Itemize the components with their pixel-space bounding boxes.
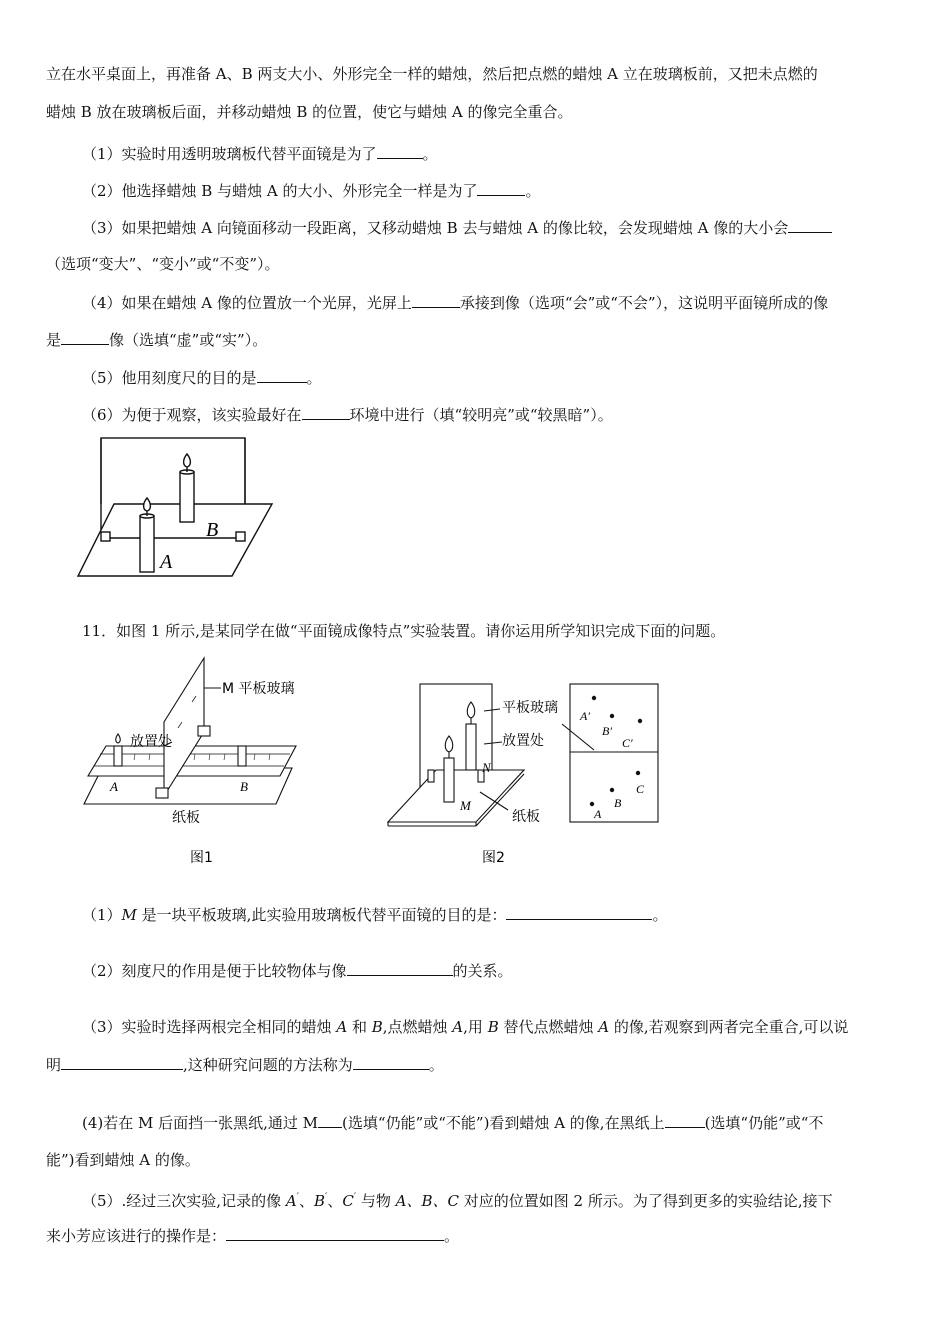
q10-item-2 bbox=[82, 180, 541, 201]
answer-blank[interactable] bbox=[665, 1112, 705, 1128]
q11-item-3-replace: 替代点燃蜡烛 bbox=[498, 1018, 599, 1036]
fig2-label-c: C bbox=[636, 782, 645, 796]
flame-icon bbox=[116, 734, 121, 743]
var-b: B bbox=[371, 1018, 383, 1036]
answer-blank[interactable] bbox=[318, 1112, 342, 1128]
fig2-diagram bbox=[384, 676, 664, 870]
q11-item-1-num: （1） bbox=[82, 906, 122, 924]
var-a: A bbox=[452, 1018, 464, 1036]
q11-item-4-tail: (选填“仍能”或“不 bbox=[704, 1114, 824, 1132]
q11-item-1 bbox=[82, 904, 667, 925]
q10-item-6-text: （6）为便于观察，该实验最好在 bbox=[82, 406, 302, 424]
fig2-label-c-prime: C′ bbox=[622, 736, 633, 750]
q11-item-2-end: 的关系。 bbox=[452, 962, 513, 980]
q10-item-5-text: （5）他用刻度尺的目的是 bbox=[82, 369, 257, 387]
q10-item-5 bbox=[82, 367, 322, 388]
q10-item-1-end: 。 bbox=[422, 145, 438, 163]
var-b: B bbox=[314, 1192, 326, 1210]
point-c-prime bbox=[638, 719, 642, 723]
answer-blank[interactable] bbox=[257, 367, 307, 383]
var-a: A bbox=[285, 1192, 297, 1210]
q11-item-3-rest: 的像,若观察到两者完全重合,可以说 bbox=[609, 1018, 849, 1036]
separator: 、 bbox=[327, 1192, 343, 1210]
q10-item-4-text: （4）如果在蜡烛 A 像的位置放一个光屏，光屏上 bbox=[82, 294, 412, 312]
q11-item-5-text: （5）.经过三次实验,记录的像 bbox=[82, 1192, 286, 1210]
q10-item-4-shi: 是 bbox=[46, 331, 62, 349]
label-b: B bbox=[206, 519, 219, 541]
q11-item-4-cont: 能”)看到蜡烛 A 的像。 bbox=[46, 1151, 200, 1169]
candle-b bbox=[238, 746, 246, 766]
q11-item-5-rest: 对应的位置如图 2 所示。为了得到更多的实验结论,接下 bbox=[458, 1192, 833, 1210]
label-a: A bbox=[160, 551, 173, 573]
answer-blank[interactable] bbox=[412, 292, 460, 308]
var-m: M bbox=[121, 906, 137, 924]
fig2-label-m: M bbox=[460, 798, 471, 813]
fig1-label-a: A bbox=[110, 779, 118, 794]
fig1-label-b: B bbox=[240, 779, 248, 794]
q10-item-4-end: 像（选填“虚”或“实”）。 bbox=[109, 331, 268, 349]
fig2-label-a-prime: A′ bbox=[580, 709, 590, 723]
fig2-place-label: 放置处 bbox=[502, 733, 544, 749]
fig1-caption: 图1 bbox=[190, 850, 213, 866]
q10-item-3-cont: （选项“变大”、“变小”或“不变”）。 bbox=[46, 255, 280, 273]
q10-item-6-end: 环境中进行（填“较明亮”或“较黑暗”）。 bbox=[349, 406, 613, 424]
fig2-label-a: A bbox=[594, 807, 602, 821]
fig2-label-n: N bbox=[482, 760, 491, 775]
fig1-board-label: 纸板 bbox=[172, 810, 200, 826]
prime-mark: ′ bbox=[296, 1192, 299, 1203]
q11-item-2-text: （2）刻度尺的作用是便于比较物体与像 bbox=[82, 962, 347, 980]
intro-line-2: 蜡烛 B 放在玻璃板后面，并移动蜡烛 B 的位置，使它与蜡烛 A 的像完全重合。 bbox=[46, 103, 573, 121]
fig1-m-label: M 平板玻璃 bbox=[222, 681, 295, 697]
q11-item-5-end: 。 bbox=[444, 1227, 460, 1245]
prime-mark: ′ bbox=[353, 1192, 357, 1203]
var-abc: A、B、C bbox=[395, 1192, 459, 1210]
var-b: B bbox=[487, 1018, 499, 1036]
q11-item-3-ming: 明 bbox=[46, 1056, 62, 1074]
answer-blank[interactable] bbox=[347, 960, 453, 976]
point-b-prime bbox=[610, 714, 614, 718]
candle-b bbox=[180, 472, 194, 522]
q10-item-6 bbox=[82, 404, 613, 425]
fig2-label-b-prime: B′ bbox=[602, 724, 612, 738]
q11-item-3 bbox=[82, 1017, 848, 1037]
fig2-glass-label: 平板玻璃 bbox=[502, 700, 558, 716]
q11-item-3-end: 。 bbox=[428, 1056, 444, 1074]
point-a bbox=[590, 802, 594, 806]
q11-item-1-text: 是一块平板玻璃,此实验用玻璃板代替平面镜的目的是： bbox=[136, 906, 507, 924]
separator: 、 bbox=[298, 1192, 314, 1210]
q10-item-4-cont bbox=[46, 329, 267, 350]
fig2-caption: 图2 bbox=[482, 850, 505, 866]
q11-item-4 bbox=[82, 1112, 823, 1133]
q11-item-3-text: （3）实验时选择两根完全相同的蜡烛 bbox=[82, 1018, 337, 1036]
q10-item-3 bbox=[82, 217, 832, 238]
answer-blank[interactable] bbox=[506, 904, 652, 920]
q10-item-4 bbox=[82, 292, 828, 313]
point-a-prime bbox=[592, 696, 596, 700]
fig2-label-b: B bbox=[614, 796, 622, 810]
q10-figure bbox=[74, 434, 284, 582]
answer-blank[interactable] bbox=[377, 143, 423, 159]
point-c bbox=[636, 771, 640, 775]
candle-mirror-diagram bbox=[74, 434, 284, 582]
intro-line-1: 立在水平桌面上，再准备 A、B 两支大小、外形完全一样的蜡烛，然后把点燃的蜡烛 A 立在玻璃板前，又把未点燃的 bbox=[46, 65, 818, 83]
candle-a bbox=[140, 516, 154, 572]
fig2-board-label: 纸板 bbox=[512, 809, 540, 825]
var-c: C bbox=[342, 1192, 354, 1210]
q10-item-2-end: 。 bbox=[525, 182, 541, 200]
answer-blank[interactable] bbox=[61, 1054, 183, 1070]
q11-item-5-with: 与物 bbox=[356, 1192, 396, 1210]
q10-item-4-mid: 承接到像（选项“会”或“不会”），这说明平面镜所成的像 bbox=[459, 294, 829, 312]
q10-item-1 bbox=[82, 143, 438, 164]
answer-blank[interactable] bbox=[226, 1225, 444, 1241]
q10-item-3-text: （3）如果把蜡烛 A 向镜面移动一段距离，又移动蜡烛 B 去与蜡烛 A 的像比较，会发现蜡烛 A 像的大小会 bbox=[82, 219, 789, 237]
fig1-diagram bbox=[80, 650, 330, 872]
answer-blank[interactable] bbox=[353, 1054, 429, 1070]
q11-item-5-op: 来小芳应该进行的操作是： bbox=[46, 1227, 227, 1245]
q11-item-3-use: ,用 bbox=[463, 1018, 488, 1036]
q11-stem: 11．如图 1 所示,是某同学在做“平面镜成像特点”实验装置。请你运用所学知识完成下面的问题。 bbox=[82, 622, 726, 640]
q11-item-1-end: 。 bbox=[652, 906, 668, 924]
q11-item-4-mid: (选填“仍能”或“不能”)看到蜡烛 A 的像,在黑纸上 bbox=[342, 1114, 665, 1132]
prime-mark: ′ bbox=[325, 1192, 328, 1203]
q10-item-5-end: 。 bbox=[306, 369, 322, 387]
answer-blank[interactable] bbox=[477, 180, 525, 196]
q11-figure-2 bbox=[384, 676, 664, 870]
q11-item-5-cont bbox=[46, 1225, 459, 1246]
q11-item-3-light: ,点燃蜡烛 bbox=[382, 1018, 453, 1036]
q11-item-4-text: (4)若在 M 后面挡一张黑纸,通过 M bbox=[82, 1114, 319, 1132]
var-a: A bbox=[336, 1018, 348, 1036]
q11-figure-1 bbox=[80, 650, 330, 872]
fig1-place-label: 放置处 bbox=[130, 734, 172, 750]
q11-item-5 bbox=[82, 1188, 833, 1211]
q11-item-3-cont bbox=[46, 1054, 444, 1075]
q10-item-2-text: （2）他选择蜡烛 B 与蜡烛 A 的大小、外形完全一样是为了 bbox=[82, 182, 478, 200]
point-b bbox=[610, 788, 614, 792]
candle-a bbox=[114, 746, 122, 766]
var-a: A bbox=[598, 1018, 610, 1036]
answer-blank[interactable] bbox=[61, 329, 109, 345]
answer-blank[interactable] bbox=[788, 217, 832, 233]
answer-blank[interactable] bbox=[302, 404, 350, 420]
q11-item-3-and: 和 bbox=[347, 1018, 372, 1036]
q11-item-3-method: ,这种研究问题的方法称为 bbox=[183, 1056, 353, 1074]
q11-item-2 bbox=[82, 960, 513, 981]
q10-item-1-text: （1）实验时用透明玻璃板代替平面镜是为了 bbox=[82, 145, 377, 163]
